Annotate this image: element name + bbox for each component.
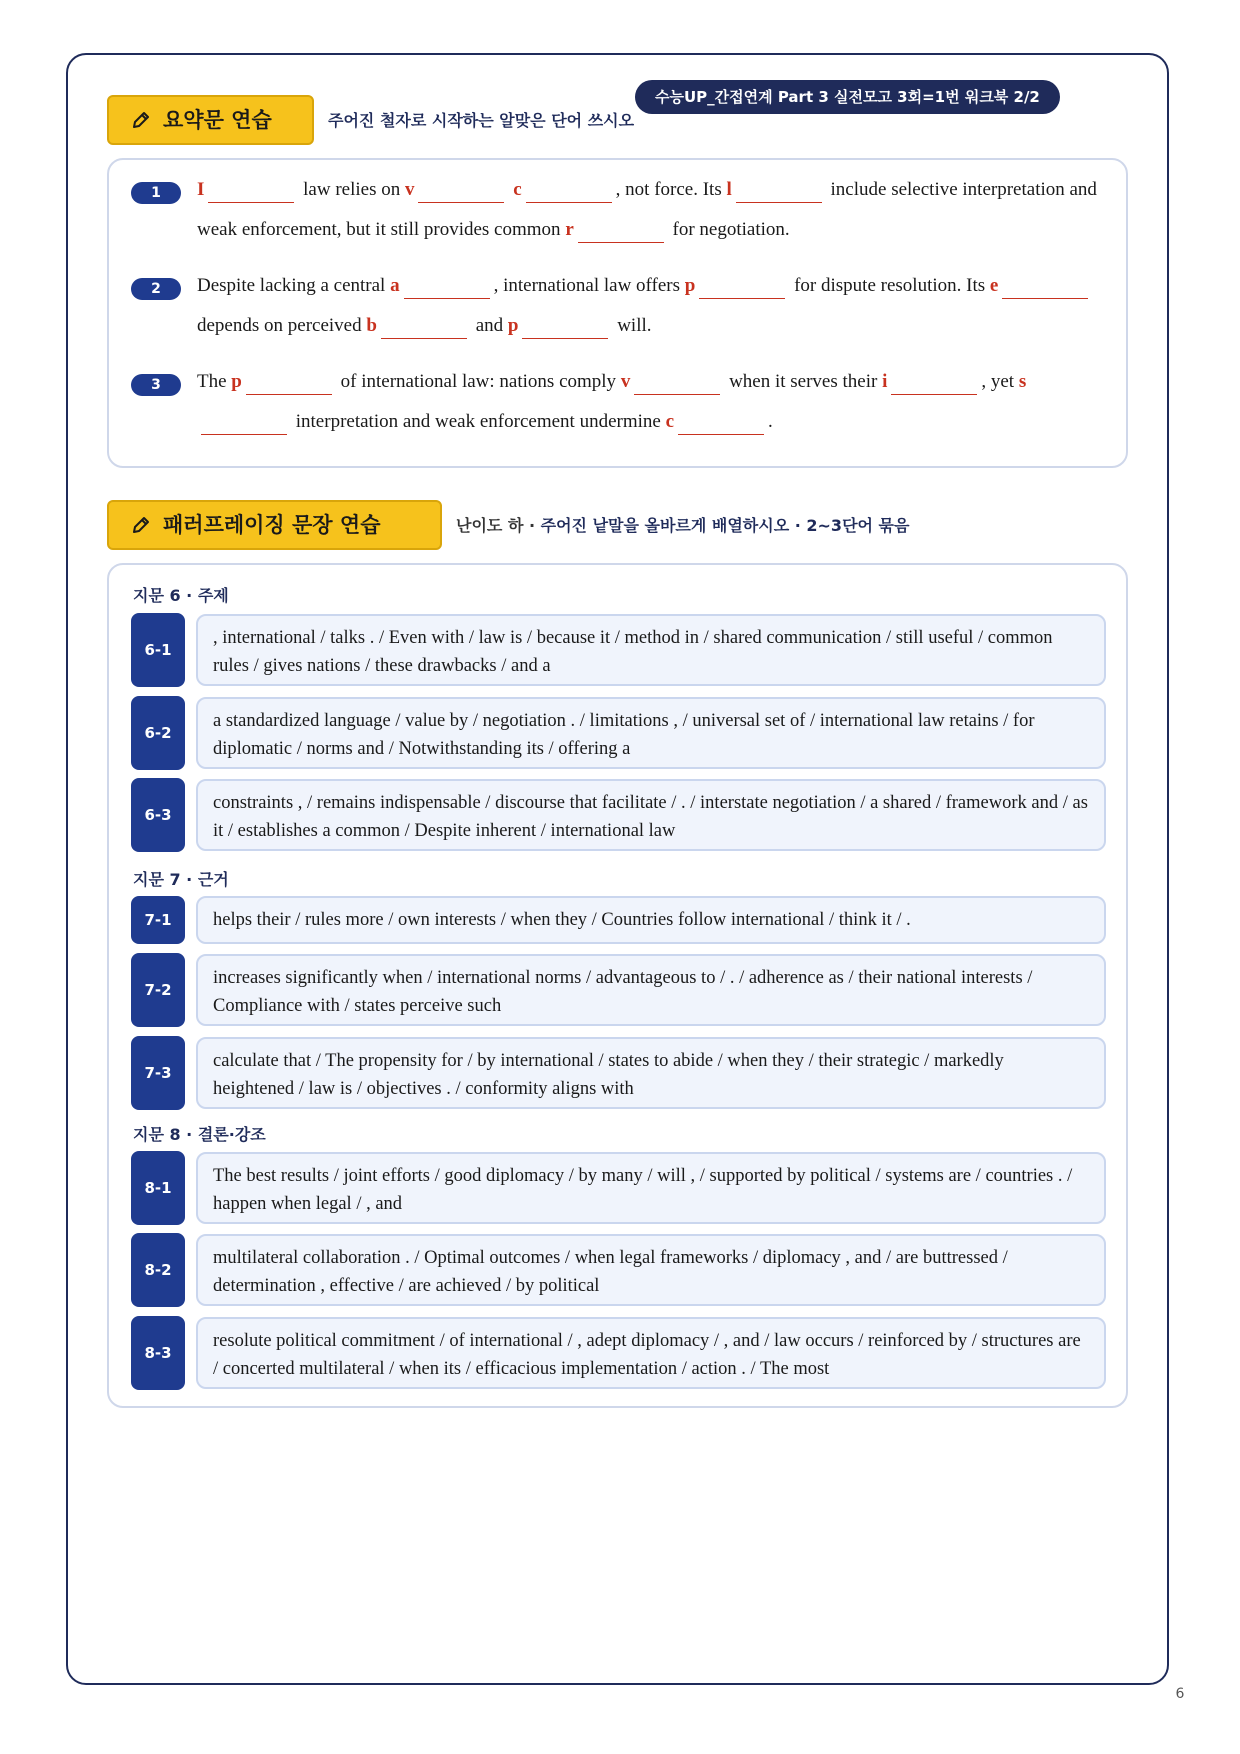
sentence-text: when it serves their	[724, 371, 883, 392]
answer-blank[interactable]	[418, 178, 504, 203]
sentence-text: Despite lacking a central	[197, 275, 391, 296]
question-number: 7-2	[131, 953, 185, 1027]
paraphrase-instruction	[456, 513, 909, 536]
sentence-text: , international law offers	[493, 275, 685, 296]
answer-blank[interactable]	[201, 410, 287, 435]
word-chunks-box: multilateral collaboration . / Optimal outcomes / when legal frameworks / diplomacy , and / are buttressed / determination , effective / are achieved / by political	[196, 1234, 1106, 1306]
sentence-text: law relies on	[298, 179, 405, 200]
question-number: 7-1	[131, 896, 185, 944]
sentence-text: interpretation and weak enforcement undermine	[291, 411, 666, 432]
question-number: 8-2	[131, 1233, 185, 1307]
passage-group-label: 지문 6 · 주제	[133, 586, 229, 605]
paraphrase-instruction-text: 주어진 낱말을 올바르게 배열하시오 · 2~3단어 묶음	[540, 516, 910, 535]
summary-instruction: 주어진 철자로 시작하는 알맞은 단어 쓰시오	[328, 111, 635, 130]
sentence-text: for dispute resolution. Its	[789, 275, 990, 296]
answer-blank[interactable]	[1002, 274, 1088, 299]
answer-blank[interactable]	[381, 314, 467, 339]
workbook-tag: 수능UP_간접연계 Part 3 실전모고 3회=1번 워크북 2/2	[635, 80, 1060, 114]
answer-blank[interactable]	[522, 314, 608, 339]
passage-group-label: 지문 7 · 근거	[133, 870, 229, 889]
word-chunks-box: increases significantly when / international norms / advantageous to / . / adherence as / their national interests / Compliance with / states perceive such	[196, 954, 1106, 1026]
answer-blank[interactable]	[578, 218, 664, 243]
summary-item-text	[197, 266, 1107, 346]
summary-item-number: 3	[131, 374, 181, 396]
question-number: 6-3	[131, 778, 185, 852]
answer-blank[interactable]	[891, 370, 977, 395]
sentence-text: for negotiation.	[667, 219, 790, 240]
question-number: 7-3	[131, 1036, 185, 1110]
summary-item-text	[197, 362, 1107, 442]
difficulty-label: 난이도 하 ·	[456, 516, 541, 535]
word-chunks-box: The best results / joint efforts / good diplomacy / by many / will , / supported by political / systems are / countries . / happen when legal / , and	[196, 1152, 1106, 1224]
answer-blank[interactable]	[208, 178, 294, 203]
answer-blank[interactable]	[634, 370, 720, 395]
word-chunks-box: a standardized language / value by / negotiation . / limitations , / universal set of / international law retains / for diplomatic / norms and / Notwithstanding its / offering a	[196, 697, 1106, 769]
initial-letter-hint: p	[231, 371, 242, 392]
sentence-text: include selective interpretation and weak enforcement, but it still provides common	[197, 179, 1097, 240]
question-number: 6-1	[131, 613, 185, 687]
summary-item-number: 2	[131, 278, 181, 300]
initial-letter-hint: p	[684, 275, 696, 296]
answer-blank[interactable]	[526, 178, 612, 203]
sentence-text: will.	[612, 315, 652, 336]
pencil-icon	[131, 515, 151, 535]
summary-item-number: 1	[131, 182, 181, 204]
word-chunks-box: , international / talks . / Even with / law is / because it / method in / shared communication / still useful / common rules / gives nations / these drawbacks / and a	[196, 614, 1106, 686]
answer-blank[interactable]	[404, 274, 490, 299]
summary-title-text: 요약문 연습	[163, 108, 272, 132]
sentence-text: , yet	[981, 371, 1019, 392]
initial-letter-hint: l	[726, 179, 732, 200]
answer-blank[interactable]	[699, 274, 785, 299]
initial-letter-hint: s	[1018, 371, 1027, 392]
paraphrase-title-text: 패러프레이징 문장 연습	[163, 513, 381, 537]
word-chunks-box: resolute political commitment / of international / , adept diplomacy / , and / law occurs / reinforced by / structures are / concerted multilateral / when its / efficacious implementation / action . / The most	[196, 1317, 1106, 1389]
sentence-text: .	[768, 411, 773, 432]
word-chunks-box: constraints , / remains indispensable / discourse that facilitate / . / interstate negotiation / a shared / framework and / as it / establishes a common / Despite inherent / international law	[196, 779, 1106, 851]
summary-section-title	[107, 95, 314, 145]
initial-letter-hint: e	[989, 275, 999, 296]
page-number: 6	[1175, 1686, 1185, 1702]
summary-panel	[107, 158, 1128, 468]
pencil-icon	[131, 110, 151, 130]
question-number: 8-1	[131, 1151, 185, 1225]
answer-blank[interactable]	[246, 370, 332, 395]
sentence-text: and	[470, 315, 508, 336]
word-chunks-box: helps their / rules more / own interests / when they / Countries follow international / think it / .	[196, 896, 1106, 944]
answer-blank[interactable]	[678, 410, 764, 435]
sentence-text: of international law: nations comply	[335, 371, 621, 392]
initial-letter-hint: v	[404, 179, 415, 200]
sentence-text: depends on perceived	[197, 315, 367, 336]
initial-letter-hint: c	[513, 179, 522, 200]
initial-letter-hint: a	[390, 275, 400, 296]
initial-letter-hint: i	[882, 371, 888, 392]
sentence-text: , not force. Its	[615, 179, 727, 200]
initial-letter-hint: c	[665, 411, 675, 432]
initial-letter-hint: p	[507, 315, 519, 336]
summary-item-text	[197, 170, 1107, 250]
question-number: 8-3	[131, 1316, 185, 1390]
word-chunks-box: calculate that / The propensity for / by international / states to abide / when they / their strategic / markedly heightened / law is / objectives . / conformity aligns with	[196, 1037, 1106, 1109]
initial-letter-hint: v	[620, 371, 631, 392]
initial-letter-hint: r	[565, 219, 574, 240]
sentence-text: The	[197, 371, 232, 392]
paraphrase-section-title	[107, 500, 442, 550]
answer-blank[interactable]	[736, 178, 822, 203]
question-number: 6-2	[131, 696, 185, 770]
paraphrase-panel	[107, 563, 1128, 1408]
initial-letter-hint: I	[197, 179, 205, 200]
initial-letter-hint: b	[366, 315, 377, 336]
passage-group-label: 지문 8 · 결론·강조	[133, 1125, 266, 1144]
